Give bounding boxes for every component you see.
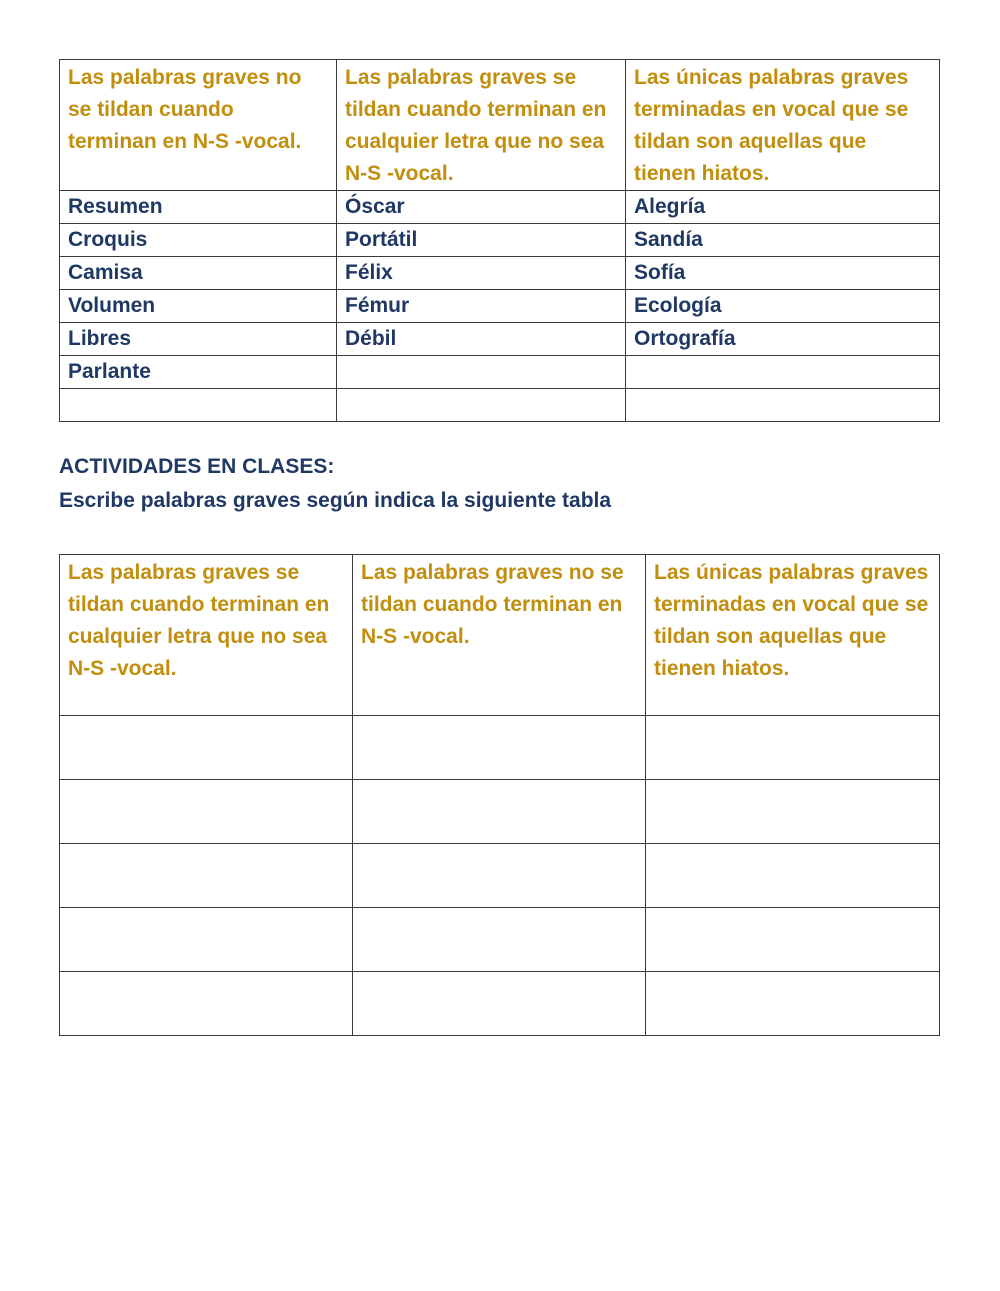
answer-cell[interactable]: [646, 972, 940, 1036]
table-cell: Sandía: [626, 224, 940, 257]
answer-cell[interactable]: [353, 972, 646, 1036]
table-row: [60, 224, 940, 257]
table-cell: [626, 356, 940, 389]
header-hiatos: Las únicas palabras graves terminadas en vocal que se tildan son aquellas que tienen hiatos.: [646, 555, 940, 716]
table-cell: Ortografía: [626, 323, 940, 356]
table-row: [60, 323, 940, 356]
header-no-tilde: Las palabras graves no se tildan cuando terminan en N-S -vocal.: [60, 60, 337, 191]
header-con-tilde: Las palabras graves se tildan cuando terminan en cualquier letra que no sea N-S -vocal.: [60, 555, 353, 716]
table-cell: Parlante: [60, 356, 337, 389]
table-header-row: [60, 60, 940, 191]
table-cell: Óscar: [337, 191, 626, 224]
table-row: [60, 716, 940, 780]
table-cell: Libres: [60, 323, 337, 356]
answer-cell[interactable]: [60, 780, 353, 844]
header-hiatos: Las únicas palabras graves terminadas en vocal que se tildan son aquellas que tienen hiatos.: [626, 60, 940, 191]
header-con-tilde: Las palabras graves se tildan cuando terminan en cualquier letra que no sea N-S -vocal.: [337, 60, 626, 191]
table-cell: Volumen: [60, 290, 337, 323]
table-row: [60, 780, 940, 844]
table-cell: Félix: [337, 257, 626, 290]
answer-cell[interactable]: [353, 844, 646, 908]
table-cell: [60, 389, 337, 422]
answer-cell[interactable]: [646, 780, 940, 844]
graves-classification-table: [59, 59, 940, 422]
table-cell: Sofía: [626, 257, 940, 290]
answer-cell[interactable]: [646, 844, 940, 908]
answer-cell[interactable]: [646, 716, 940, 780]
table-cell: [626, 389, 940, 422]
answer-cell[interactable]: [353, 780, 646, 844]
table-cell: [337, 356, 626, 389]
table-cell: Resumen: [60, 191, 337, 224]
table-header-row: [60, 555, 940, 716]
table-row: [60, 908, 940, 972]
table-row: [60, 844, 940, 908]
table-row: [60, 191, 940, 224]
answer-cell[interactable]: [60, 908, 353, 972]
answer-cell[interactable]: [60, 844, 353, 908]
answer-cell[interactable]: [353, 716, 646, 780]
table-cell: Alegría: [626, 191, 940, 224]
table-row: [60, 290, 940, 323]
answer-cell[interactable]: [353, 908, 646, 972]
table-cell: Croquis: [60, 224, 337, 257]
table-cell: [337, 389, 626, 422]
table-row: [60, 389, 940, 422]
activities-title: ACTIVIDADES EN CLASES:: [59, 455, 335, 478]
header-no-tilde: Las palabras graves no se tildan cuando terminan en N-S -vocal.: [353, 555, 646, 716]
answer-cell[interactable]: [60, 972, 353, 1036]
table-cell: Débil: [337, 323, 626, 356]
answer-cell[interactable]: [646, 908, 940, 972]
table-cell: Camisa: [60, 257, 337, 290]
answer-cell[interactable]: [60, 716, 353, 780]
activities-instruction: Escribe palabras graves según indica la siguiente tabla: [59, 489, 612, 512]
table-row: [60, 257, 940, 290]
table-cell: Portátil: [337, 224, 626, 257]
table-row: [60, 356, 940, 389]
table-row: [60, 972, 940, 1036]
table-cell: Ecología: [626, 290, 940, 323]
activity-table: [59, 554, 940, 1036]
table-cell: Fémur: [337, 290, 626, 323]
